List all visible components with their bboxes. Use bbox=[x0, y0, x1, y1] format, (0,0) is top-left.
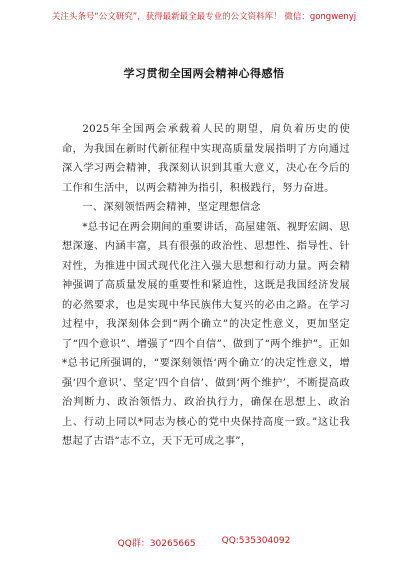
footer-qq-group: QQ群：30265665 bbox=[117, 539, 196, 549]
section-heading-1: 一、深刻领悟两会精神，坚定理想信念 bbox=[82, 202, 261, 213]
paragraph-section-1: *总书记在两会期间的重要讲话，高屋建瓴、视野宏阔、思想深邃、内涵丰富，具有很强的政治性、思想性、指导性、针对性，为推进中国式现代化注入强大思想和行动力量。两会精神强调了高质量发展的重要性和紧迫性，这既是我国经济发展的必然要求，也是实现中华民族伟大复兴的必由之路。在学习过程中，我深刻体会到“两个确立”的决定性意义，更加坚定了“四个意识”、增强了“四个自信”、做到了“两个维护”。正如*总书记所强调的，“要深刻领悟‘两个确立’的决定性意义，增强‘四个意识’、坚定‘四个自信’、做到‘两个维护’，不断提高政治判断力、政治领悟力、政治执行力，确保在思想上、政治上、行动上同以*同志为核心的党中央保持高度一致。”这让我想起了古语“志不立，天下无可成之事”， bbox=[62, 221, 350, 447]
document-title: 学习贯彻全国两会精神心得感悟 bbox=[123, 67, 285, 80]
header-banner bbox=[0, 0, 408, 58]
document-body bbox=[62, 120, 350, 452]
footer-qq: QQ:535304092 bbox=[221, 536, 291, 546]
footer-contact bbox=[0, 536, 408, 549]
paragraph-intro: 2025年全国两会承载着人民的期望，肩负着历史的使命，为我国在新时代新征程中实现高质量发展指明了方向通过深入学习两会精神，我深刻认识到其重大意义，决心在今后的工作和生活中，以两会精神为指引，积极践行，努力奋进。 bbox=[62, 124, 350, 194]
header-banner-text: 关注头条号“公文研究”，获得最新最全最专业的公文资料库！ 微信：gongwenyj bbox=[51, 12, 357, 22]
